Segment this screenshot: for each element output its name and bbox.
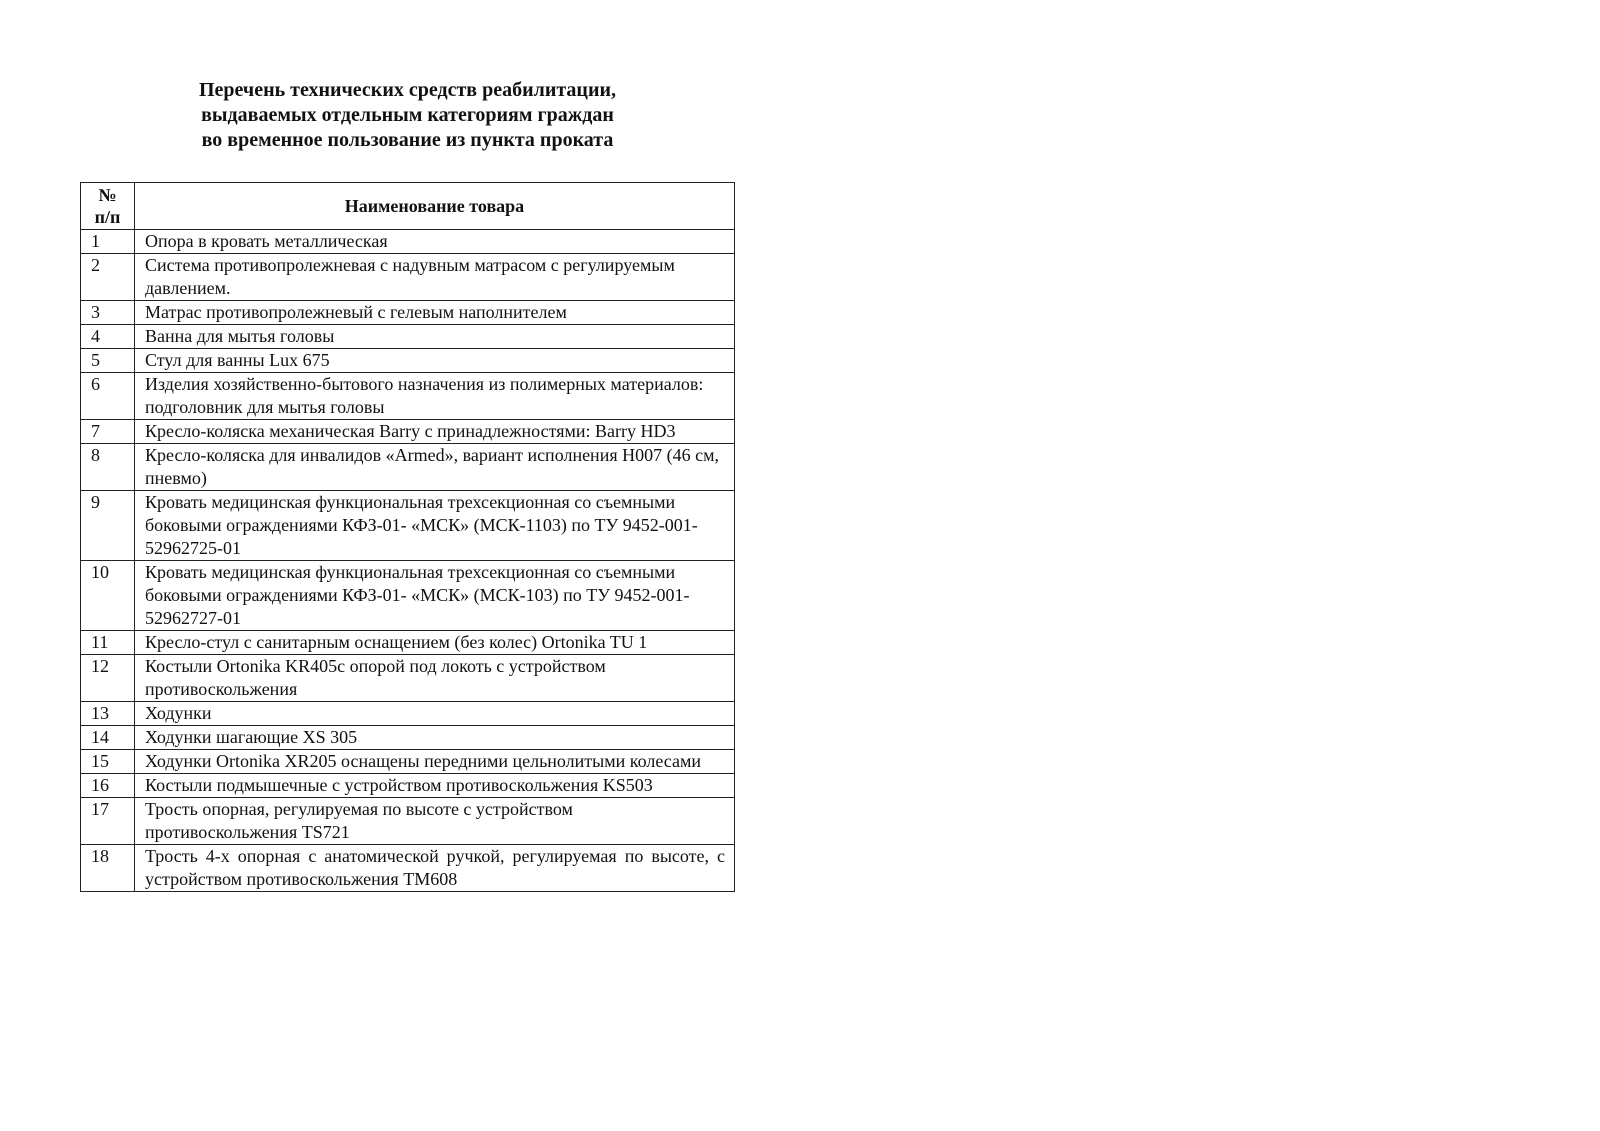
row-name: Кресло-коляска для инвалидов «Armed», вариант исполнения H007 (46 см, пневмо) (135, 444, 735, 491)
row-number: 8 (81, 444, 135, 491)
table-row (81, 726, 735, 750)
row-number: 15 (81, 750, 135, 774)
header-number-symbol: № (98, 185, 117, 205)
table-row (81, 254, 735, 301)
row-number: 14 (81, 726, 135, 750)
row-name: Костыли подмышечные с устройством противоскольжения KS503 (135, 774, 735, 798)
row-number: 12 (81, 655, 135, 702)
header-number-abbrev: п/п (94, 207, 121, 227)
row-number: 4 (81, 325, 135, 349)
row-number: 13 (81, 702, 135, 726)
header-number (81, 183, 135, 230)
items-table (80, 182, 735, 892)
row-name: Матрас противопролежневый с гелевым наполнителем (135, 301, 735, 325)
document-title (80, 78, 735, 153)
row-name: Ходунки шагающие XS 305 (135, 726, 735, 750)
title-line-3: во временное пользование из пункта проката (201, 129, 614, 151)
row-number: 3 (81, 301, 135, 325)
row-number: 16 (81, 774, 135, 798)
table-row (81, 444, 735, 491)
row-number: 9 (81, 491, 135, 561)
table-row (81, 325, 735, 349)
table-row (81, 774, 735, 798)
table-row (81, 750, 735, 774)
row-number: 5 (81, 349, 135, 373)
table-row (81, 349, 735, 373)
row-name: Стул для ванны Lux 675 (135, 349, 735, 373)
row-number: 10 (81, 561, 135, 631)
table-row (81, 491, 735, 561)
title-line-1: Перечень технических средств реабилитации, (198, 79, 616, 101)
table-row (81, 420, 735, 444)
row-name: Ходунки (135, 702, 735, 726)
table-row (81, 373, 735, 420)
table-row (81, 798, 735, 845)
row-number: 11 (81, 631, 135, 655)
table-row (81, 631, 735, 655)
table-row (81, 301, 735, 325)
title-line-2: выдаваемых отдельным категориям граждан (201, 104, 614, 126)
table-row (81, 655, 735, 702)
table-header-row (81, 183, 735, 230)
row-number: 6 (81, 373, 135, 420)
row-name: Кресло-коляска механическая Barry с принадлежностями: Barry HD3 (135, 420, 735, 444)
row-name: Кровать медицинская функциональная трехсекционная со съемными боковыми ограждениями КФЗ-01- «МСК» (МСК-1103) по ТУ 9452-001-52962725-01 (135, 491, 735, 561)
table-row (81, 702, 735, 726)
row-name: Ванна для мытья головы (135, 325, 735, 349)
row-name: Трость 4-х опорная с анатомической ручкой, регулируемая по высоте, с устройством противоскольжения TM608 (135, 845, 735, 892)
table-row (81, 230, 735, 254)
row-name: Изделия хозяйственно-бытового назначения из полимерных материалов: подголовник для мытья головы (135, 373, 735, 420)
table-row (81, 845, 735, 892)
row-name: Кресло-стул с санитарным оснащением (без колес) Ortonika TU 1 (135, 631, 735, 655)
row-number: 18 (81, 845, 135, 892)
header-name: Наименование товара (135, 183, 735, 230)
row-name: Кровать медицинская функциональная трехсекционная со съемными боковыми ограждениями КФЗ-01- «МСК» (МСК-103) по ТУ 9452-001-52962727-01 (135, 561, 735, 631)
row-name: Трость опорная, регулируемая по высоте с устройством противоскольжения TS721 (135, 798, 735, 845)
row-name: Костыли Ortonika KR405c опорой под локоть с устройством противоскольжения (135, 655, 735, 702)
row-number: 7 (81, 420, 135, 444)
table-row (81, 561, 735, 631)
row-name: Опора в кровать металлическая (135, 230, 735, 254)
row-name: Система противопролежневая с надувным матрасом с регулируемым давлением. (135, 254, 735, 301)
row-number: 1 (81, 230, 135, 254)
row-number: 2 (81, 254, 135, 301)
row-number: 17 (81, 798, 135, 845)
row-name: Ходунки Ortonika XR205 оснащены передними цельнолитыми колесами (135, 750, 735, 774)
